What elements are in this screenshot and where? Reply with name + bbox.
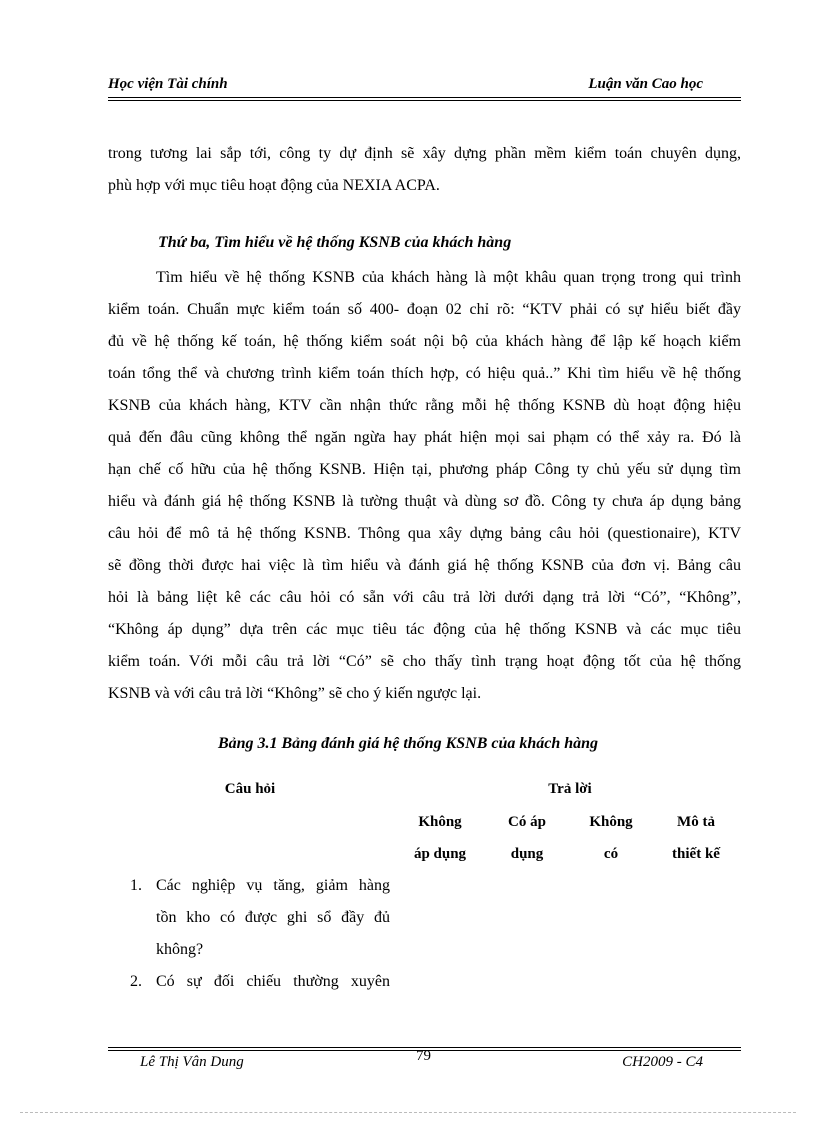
text-line: trong tương lai sắp tới, công ty dự định sẽ xây dựng phần mềm kiểm toán chuyên dụng, — [108, 145, 741, 162]
page-number: 79 — [416, 1048, 431, 1064]
subcolumn-line: Mô tả — [677, 814, 715, 830]
header-right: Luận văn Cao học — [588, 76, 703, 92]
subcolumn-line: Không — [418, 814, 462, 830]
footer-code: CH2009 - C4 — [622, 1054, 703, 1070]
text-line: KSNB và với câu trả lời “Không” sẽ cho ý kiến ngược lại. — [108, 685, 482, 702]
column-header-question: Câu hỏi — [224, 781, 276, 797]
subcolumn-line: có — [603, 846, 619, 862]
subcolumn-line: thiết kế — [672, 846, 720, 862]
subcolumn-line: Không — [589, 814, 633, 830]
question-line: tồn kho có được ghi sổ đầy đủ — [156, 909, 390, 926]
text-line: sẽ đồng thời được hai việc là tìm hiểu và đánh giá hệ thống KSNB của đơn vị. Bảng câu — [108, 557, 741, 574]
subcolumn-no — [571, 806, 651, 870]
page-footer — [108, 1048, 741, 1076]
text-line: đủ về hệ thống kế toán, hệ thống kiểm soát nội bộ của khách hàng để lập kế hoạch kiểm — [108, 333, 741, 350]
question-line: Các nghiệp vụ tăng, giảm hàng — [156, 877, 390, 894]
subcolumn-design-description — [656, 806, 736, 870]
subcolumn-line: Có áp — [508, 814, 546, 830]
question-number: 1. — [130, 877, 142, 894]
text-line: kiểm toán. Với mỗi câu trả lời “Có” sẽ cho thấy tình trạng hoạt động tốt của hệ thống — [108, 653, 741, 670]
subcolumn-line: dụng — [510, 846, 544, 862]
text-line: hạn chế cố hữu của hệ thống KSNB. Hiện tại, phương pháp Công ty chủ yếu sử dụng tìm — [108, 461, 741, 478]
question-line: Có sự đối chiếu thường xuyên — [156, 973, 390, 990]
subcolumn-applicable — [487, 806, 567, 870]
text-line: quả đến đâu cũng không thể ngăn ngừa hay phát hiện mọi sai phạm có thể xảy ra. Đó là — [108, 429, 741, 446]
header-rule-top — [108, 97, 741, 99]
question-line: không? — [156, 941, 204, 958]
text-line: Tìm hiểu về hệ thống KSNB của khách hàng là một khâu quan trọng trong qui trình — [156, 269, 741, 286]
header-rule-bottom — [108, 100, 741, 102]
table-title: Bảng 3.1 Bảng đánh giá hệ thống KSNB của khách hàng — [217, 735, 599, 752]
subcolumn-not-applicable — [400, 806, 480, 870]
paragraph-2 — [108, 262, 741, 710]
column-header-answer: Trả lời — [548, 781, 592, 797]
subcolumn-line: áp dụng — [413, 846, 467, 862]
text-line: toán tổng thể và chương trình kiểm toán thích hợp, có hiệu quả..” Khi tìm hiểu về hệ thống — [108, 365, 741, 382]
text-line: phù hợp với mục tiêu hoạt động của NEXIA ACPA. — [108, 177, 440, 194]
text-line: kiểm toán. Chuẩn mực kiểm toán số 400- đoạn 02 chỉ rõ: “KTV phải có sự hiểu biết đầy — [108, 301, 741, 318]
question-number: 2. — [130, 973, 142, 990]
text-line: “Không áp dụng” dựa trên các mục tiêu tác động của hệ thống KSNB và các mục tiêu — [108, 621, 741, 638]
footer-author: Lê Thị Vân Dung — [140, 1054, 244, 1070]
question-item — [130, 870, 390, 966]
text-line: hiểu và đánh giá hệ thống KSNB là tường thuật và dùng sơ đồ. Công ty chưa áp dụng bảng — [108, 493, 741, 510]
text-line: câu hỏi để mô tả hệ thống KSNB. Thông qua xây dựng bảng câu hỏi (questionaire), KTV — [108, 525, 741, 542]
paragraph-1 — [108, 138, 741, 202]
header-left: Học viện Tài chính — [108, 76, 228, 92]
section-title: Thứ ba, Tìm hiểu về hệ thống KSNB của khách hàng — [158, 234, 512, 251]
page-break-line — [20, 1112, 796, 1113]
text-line: hỏi là bảng liệt kê các câu hỏi có sẵn với câu trả lời dưới dạng trả lời “Có”, “Không”, — [108, 589, 741, 606]
question-item — [130, 966, 390, 998]
text-line: KSNB của khách hàng, KTV cần nhận thức rằng mỗi hệ thống KSNB dù hoạt động hiệu — [108, 397, 741, 414]
page-header — [108, 76, 741, 96]
